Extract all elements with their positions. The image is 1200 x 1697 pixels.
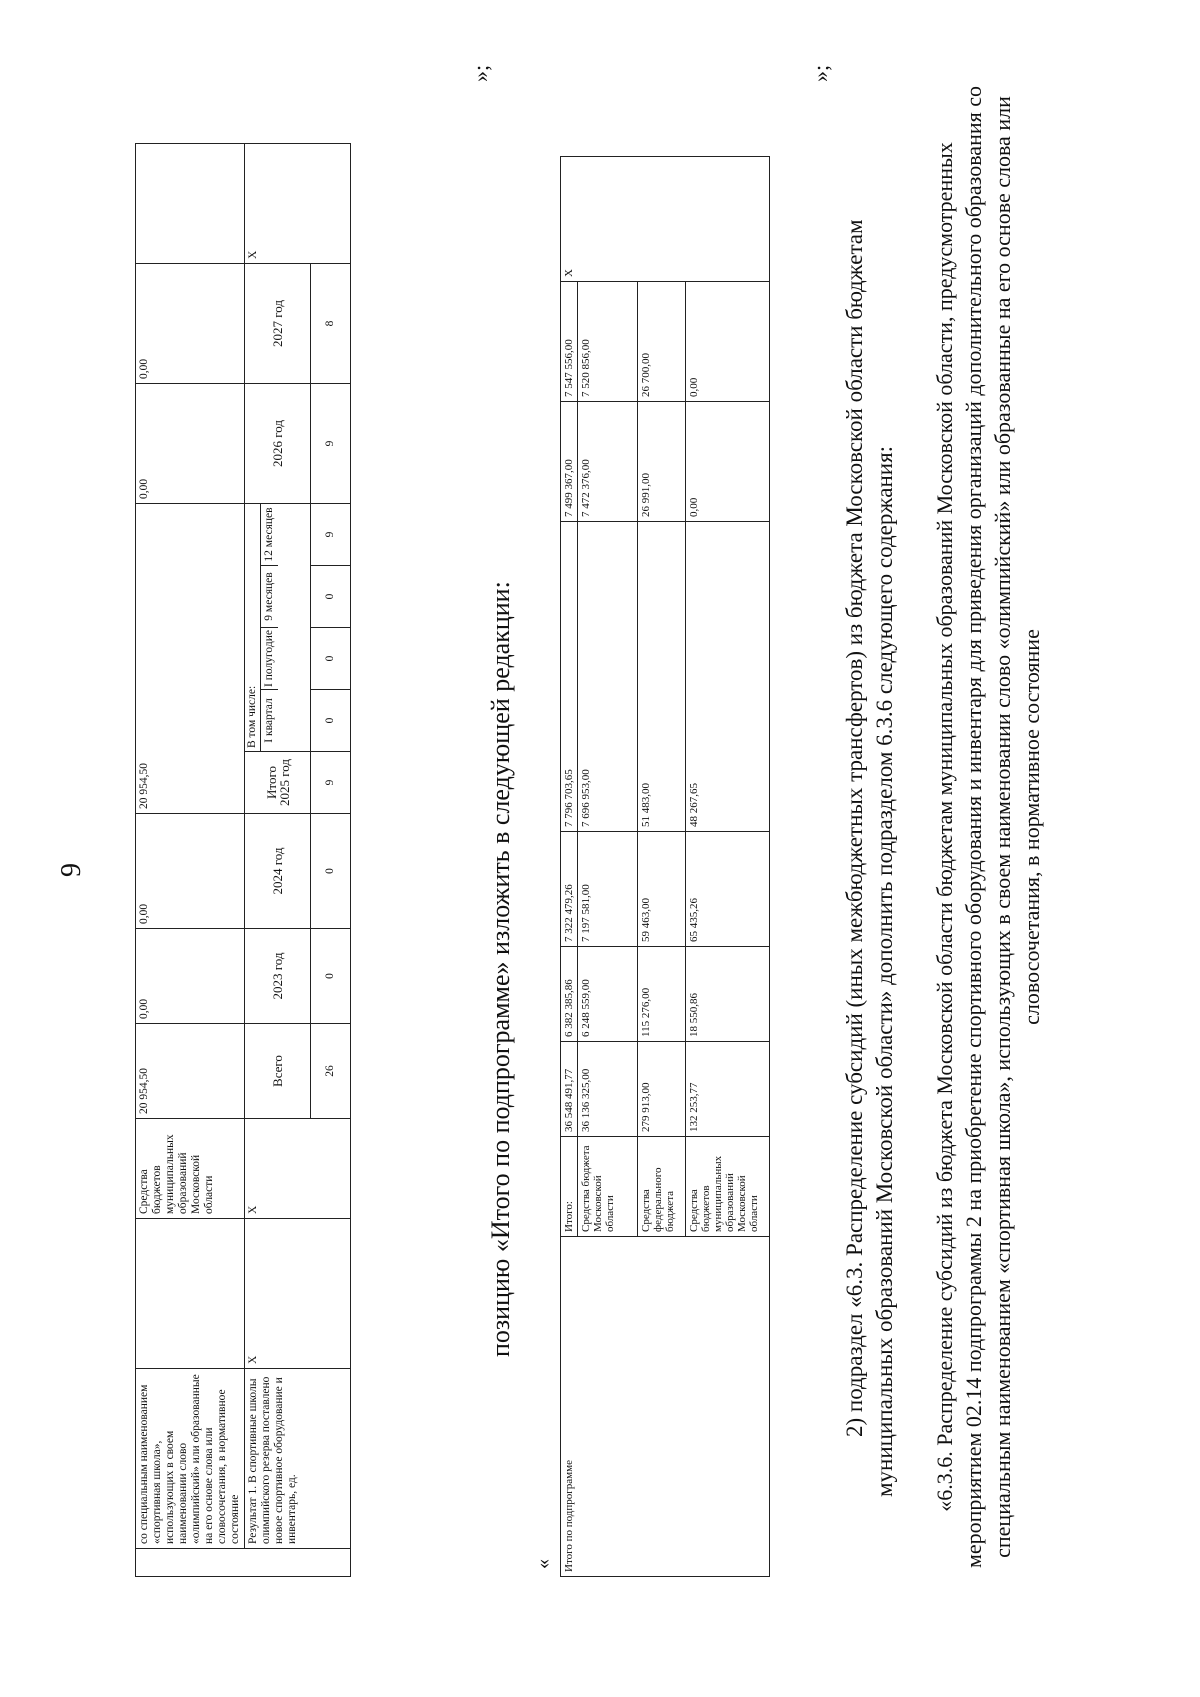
row-2024: 65 435,26 bbox=[686, 832, 770, 947]
row-source: Итого: bbox=[561, 1137, 578, 1237]
header-total: Всего bbox=[245, 1024, 311, 1119]
paragraph-3: «6.3.6. Распределение субсидий из бюджета Московской области бюджетам муниципальных образований Московской области, предусмотренных мероприятием 02.14 подпрограммы 2 на приобретение спортивного оборудования и инвентаря для приведения организаций дополнительного образования со специальным наименованием «спортивная школа», использующих в своем наименовании слово «олимпийский» или образованные на его основе слова или словосочетания, в нормативное состояние bbox=[932, 85, 1044, 1569]
row-2023: 115 276,00 bbox=[638, 947, 686, 1042]
row-total: 279 913,00 bbox=[638, 1042, 686, 1137]
x-cell: Х bbox=[561, 157, 770, 282]
y2026-cell: 0,00 bbox=[136, 384, 245, 504]
result-2023: 0 bbox=[311, 929, 351, 1024]
header-in-that bbox=[245, 504, 311, 752]
row-2026: 7 472 376,00 bbox=[578, 402, 638, 522]
empty-cell bbox=[136, 1219, 245, 1369]
row-2023: 6 248 559,00 bbox=[578, 947, 638, 1042]
blank-cell bbox=[136, 1549, 351, 1577]
y2027-cell: 0,00 bbox=[136, 264, 245, 384]
table-subprogram-total bbox=[560, 156, 770, 1577]
quote-close-2: »; bbox=[808, 64, 833, 82]
y2023-cell: 0,00 bbox=[136, 929, 245, 1024]
header-2023: 2023 год bbox=[245, 929, 311, 1024]
result-2025: 9 bbox=[311, 752, 351, 814]
quote-close-1: »; bbox=[468, 64, 493, 82]
measure-name-cell: со специальным наименованием «спортивная школа», использующих в своем наименовании слово «олимпийский» или образованные на его основе слова или словосочетания, в нормативное состояние bbox=[136, 1369, 245, 1549]
quote-open: « bbox=[532, 1559, 554, 1569]
result-2024: 0 bbox=[311, 814, 351, 929]
x-cell: Х bbox=[245, 1219, 351, 1369]
result-2027: 8 bbox=[311, 264, 351, 384]
row-2027: 26 700,00 bbox=[638, 282, 686, 402]
result-m9: 0 bbox=[311, 566, 351, 628]
total-cell: 20 954,50 bbox=[136, 1024, 245, 1119]
paragraph-2: 2) подраздел «6.3. Распределение субсидий (иных межбюджетных трансфертов) из бюджета Московской области бюджетам муниципальных образований Московской области» дополнить подразделом 6.3.6 следующего содержания: bbox=[842, 219, 897, 1497]
header-h1: I полугодие bbox=[261, 627, 278, 689]
row-2026: 26 991,00 bbox=[638, 402, 686, 522]
page-number: 9 bbox=[56, 863, 87, 877]
header-2027: 2027 год bbox=[245, 264, 311, 384]
row-source: Средства федерального бюджета bbox=[638, 1137, 686, 1237]
row-2024: 59 463,00 bbox=[638, 832, 686, 947]
row-2025: 48 267,65 bbox=[686, 522, 770, 832]
row-2025: 7 796 703,65 bbox=[561, 522, 578, 832]
header-2026: 2026 год bbox=[245, 384, 311, 504]
empty-cell bbox=[136, 144, 245, 264]
row-2027: 0,00 bbox=[686, 282, 770, 402]
x-cell: Х bbox=[245, 1119, 351, 1219]
row-total: 132 253,77 bbox=[686, 1042, 770, 1137]
result-h1: 0 bbox=[311, 628, 351, 690]
result-q1: 0 bbox=[311, 690, 351, 752]
result-2026: 9 bbox=[311, 384, 351, 504]
y2024-cell: 0,00 bbox=[136, 814, 245, 929]
row-2027: 7 520 856,00 bbox=[578, 282, 638, 402]
row-2025: 51 483,00 bbox=[638, 522, 686, 832]
row-2024: 7 322 479,26 bbox=[561, 832, 578, 947]
y2025-cell: 20 954,50 bbox=[136, 504, 245, 814]
row-total: 36 548 491,77 bbox=[561, 1042, 578, 1137]
row-2026: 0,00 bbox=[686, 402, 770, 522]
row-2027: 7 547 556,00 bbox=[561, 282, 578, 402]
row-2023: 6 382 385,86 bbox=[561, 947, 578, 1042]
header-itogo-2025: Итого 2025 год bbox=[245, 752, 311, 814]
row-2023: 18 550,86 bbox=[686, 947, 770, 1042]
row-total: 36 136 325,00 bbox=[578, 1042, 638, 1137]
row-2026: 7 499 367,00 bbox=[561, 402, 578, 522]
row-2025: 7 696 953,00 bbox=[578, 522, 638, 832]
row-source: Средства бюджета Московской области bbox=[578, 1137, 638, 1237]
header-q1: I квартал bbox=[261, 689, 278, 751]
intro-text: позицию «Итого по подпрограмме» изложить в следующей редакции: bbox=[486, 581, 515, 1357]
result-name-cell: Результат 1. В спортивные школы олимпийского резерва поставлено новое спортивное оборудование и инвентарь, ед. bbox=[245, 1369, 351, 1549]
header-m12: 12 месяцев bbox=[263, 507, 275, 562]
result-total: 26 bbox=[311, 1024, 351, 1119]
subprogram-label: Итого по подпрограмме bbox=[561, 1237, 770, 1577]
x-cell: Х bbox=[245, 144, 351, 264]
header-2024: 2024 год bbox=[245, 814, 311, 929]
row-2024: 7 197 581,00 bbox=[578, 832, 638, 947]
header-m9: 9 месяцев bbox=[261, 565, 278, 627]
row-source: Средства бюджетов муниципальных образований Московской области bbox=[686, 1137, 770, 1237]
result-m12: 9 bbox=[311, 504, 351, 566]
table-measure bbox=[135, 143, 351, 1577]
funding-source-cell: Средства бюджетов муниципальных образований Московской области bbox=[136, 1119, 245, 1219]
header-in-that-label: В том числе: bbox=[245, 504, 261, 751]
